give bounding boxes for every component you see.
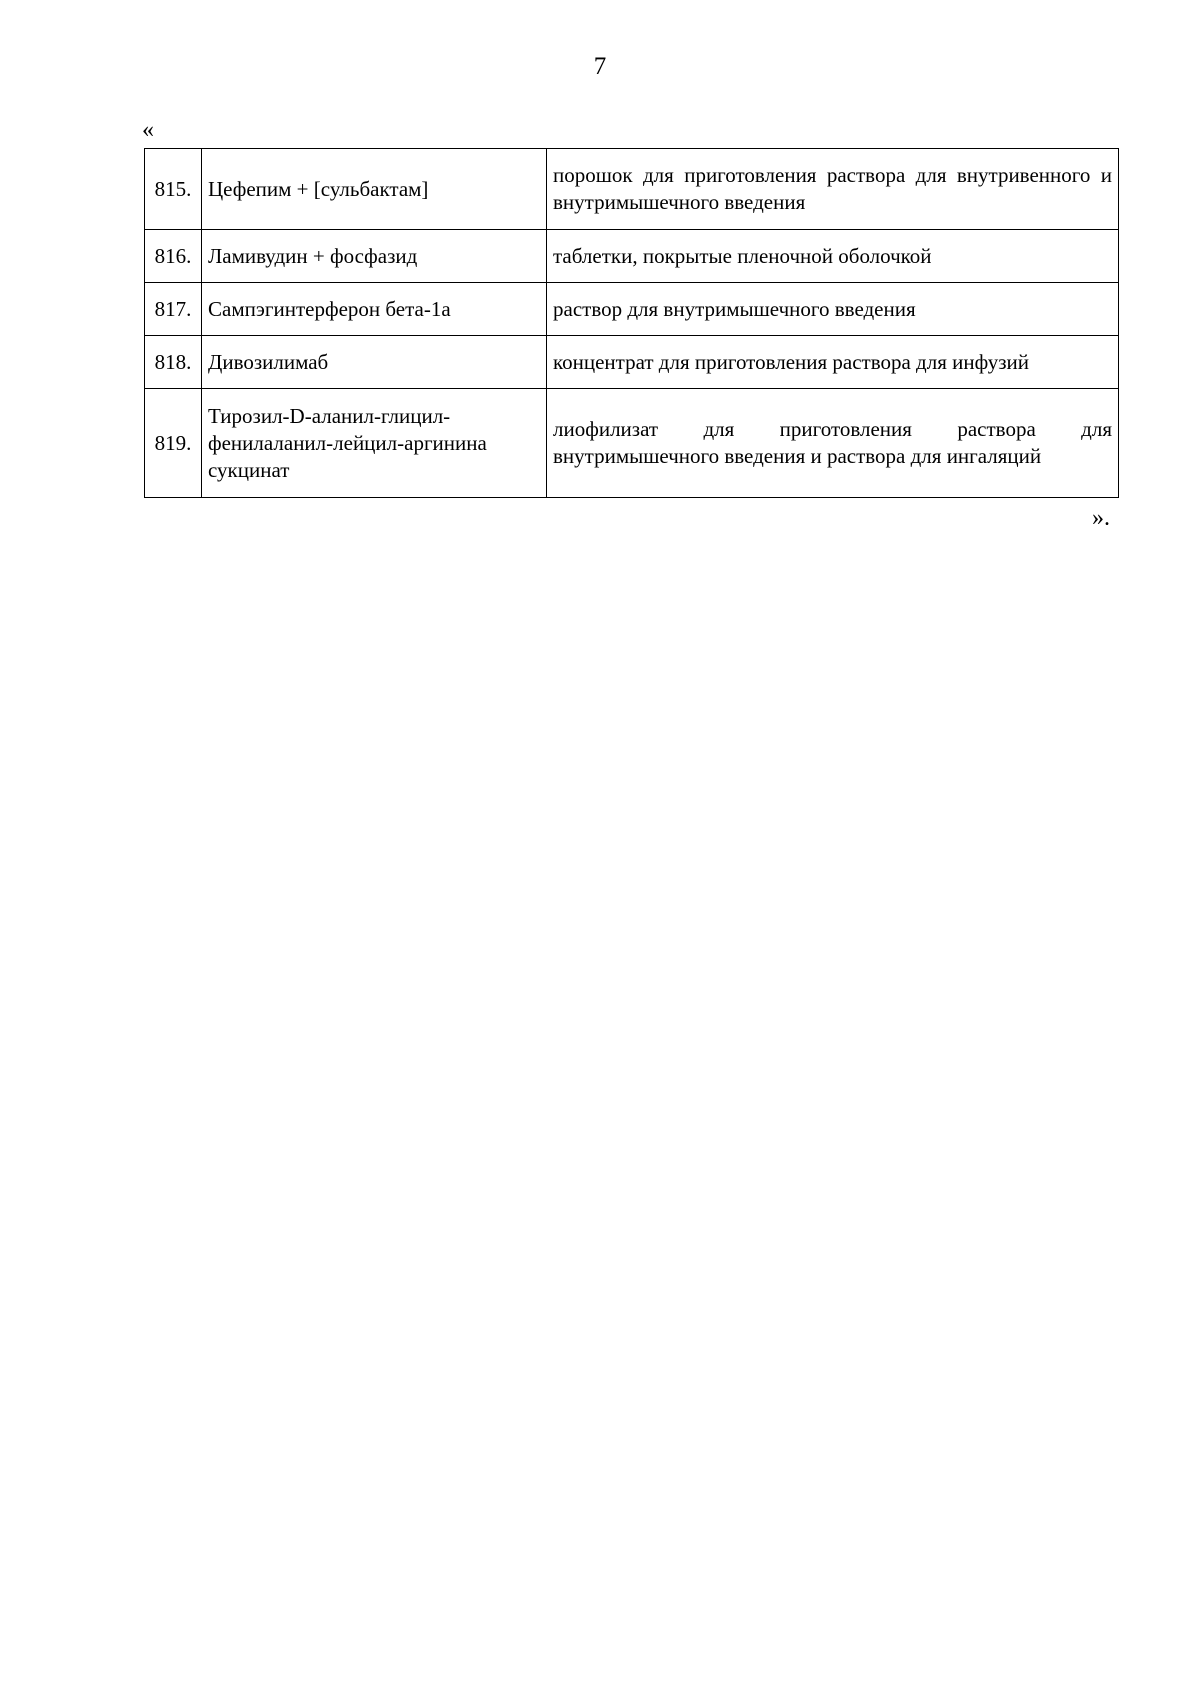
opening-quote: «: [142, 117, 154, 143]
drug-table: [144, 148, 1119, 498]
dosage-form: порошок для приготовления раствора для внутривенного и внутримышечного введения: [547, 149, 1119, 230]
table-row: [145, 149, 1119, 230]
page-number: 7: [593, 53, 607, 80]
dosage-form: лиофилизат для приготовления раствора для внутримышечного введения и раствора для ингаляций: [547, 389, 1119, 498]
row-number: 815.: [145, 149, 202, 230]
table-row: [145, 336, 1119, 389]
table-row: [145, 283, 1119, 336]
row-number: 818.: [145, 336, 202, 389]
table-row: [145, 230, 1119, 283]
closing-quote: ».: [1092, 505, 1110, 531]
dosage-form: таблетки, покрытые пленочной оболочкой: [547, 230, 1119, 283]
drug-name: Сампэгинтерферон бета-1а: [202, 283, 547, 336]
dosage-form: раствор для внутримышечного введения: [547, 283, 1119, 336]
table-row: [145, 389, 1119, 498]
drug-name: Ламивудин + фосфазид: [202, 230, 547, 283]
row-number: 819.: [145, 389, 202, 498]
row-number: 817.: [145, 283, 202, 336]
drug-name: Цефепим + [сульбактам]: [202, 149, 547, 230]
drug-name: Тирозил-D-аланил-глицил-фенилаланил-лейцил-аргинина сукцинат: [202, 389, 547, 498]
row-number: 816.: [145, 230, 202, 283]
drug-name: Дивозилимаб: [202, 336, 547, 389]
dosage-form: концентрат для приготовления раствора для инфузий: [547, 336, 1119, 389]
